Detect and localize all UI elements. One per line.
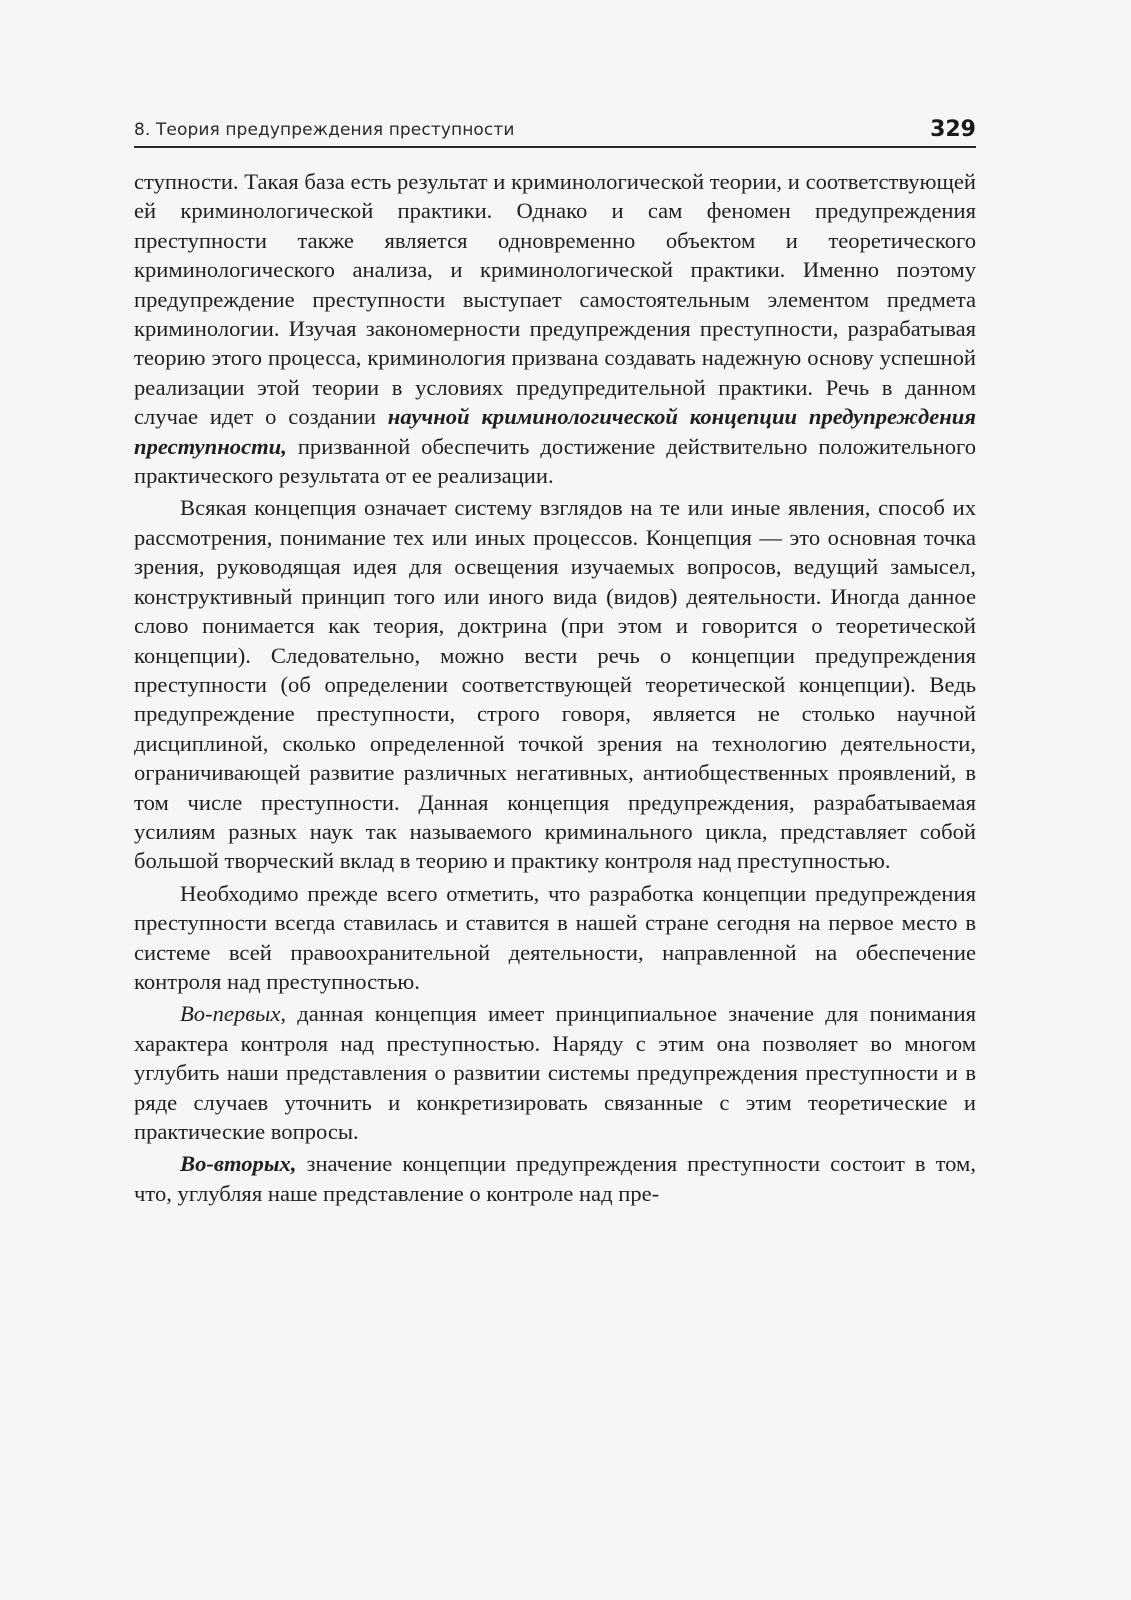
paragraph-1-tail: призванной обеспечить достижение действительно положительного практического результата от ее реализации.: [134, 433, 976, 489]
paragraph-5: [134, 1149, 976, 1208]
paragraph-4: [134, 999, 976, 1146]
paragraph-1: [134, 167, 976, 490]
emphasis-concept: научной криминологической концепции предупреждения преступности,: [134, 404, 976, 459]
paragraph-4-text: данная концепция имеет принципиальное значение для понимания характера контроля над преступностью. Наряду с этим она позволяет во многом углубить наши представления о развитии системы предупреждения преступности и в ряде случаев уточнить и конкретизировать связанные с этим теоретические и практические вопросы.: [134, 1001, 976, 1144]
page-number: 329: [930, 117, 976, 142]
paragraph-1-text: ступности. Такая база есть результат и криминологической теории, и соответствующей ей криминологической практики. Однако и сам феномен предупреждения преступности также является одновременно объектом и теоретического криминологического анализа, и криминологической практики. Именно поэтому предупреждение преступности выступает самостоятельным элементом предмета криминологии. Изучая закономерности предупреждения преступности, разрабатывая теорию этого процесса, криминология призвана создавать надежную основу успешной реализации этой теории в условиях предупредительной практики. Речь в данном случае идет о создании: [134, 169, 976, 430]
body-text: [134, 167, 976, 1208]
paragraph-3: Необходимо прежде всего отметить, что разработка концепции предупреждения преступности всегда ставилась и ставится в нашей стране сегодня на первое место в системе всей правоохранительной деятельности, направленной на обеспечение контроля над преступностью.: [134, 880, 976, 994]
paragraph-2: Всякая концепция означает систему взглядов на те или иные явления, способ их рассмотрения, понимание тех или иных процессов. Концепция — это основная точка зрения, руководящая идея для освещения изучаемых вопросов, ведущий замысел, конструктивный принцип того или иного вида (видов) деятельности. Иногда данное слово понимается как теория, доктрина (при этом и говорится о теоретической концепции). Следовательно, можно вести речь о концепции предупреждения преступности (об определении соответствующей теоретической концепции). Ведь предупреждение преступности, строго говоря, является не столько научной дисциплиной, сколько определенной точкой зрения на технологию деятельности, ограничивающей развитие различных негативных, антиобщественных проявлений, в том числе преступности. Данная концепция предупреждения, разрабатываемая усилиям разных наук так называемого криминального цикла, представляет собой большой творческий вклад в теорию и практику контроля над преступностью.: [134, 495, 976, 874]
running-title: 8. Теория предупреждения преступности: [134, 120, 515, 140]
paragraph-5-text: значение концепции предупреждения преступности состоит в том, что, углубляя наше представление о контроле над пре-: [134, 1151, 976, 1206]
paragraph-5-lead: Во-вторых,: [180, 1151, 297, 1177]
running-header: [134, 112, 976, 148]
paragraph-4-lead: Во-первых,: [180, 1001, 287, 1027]
